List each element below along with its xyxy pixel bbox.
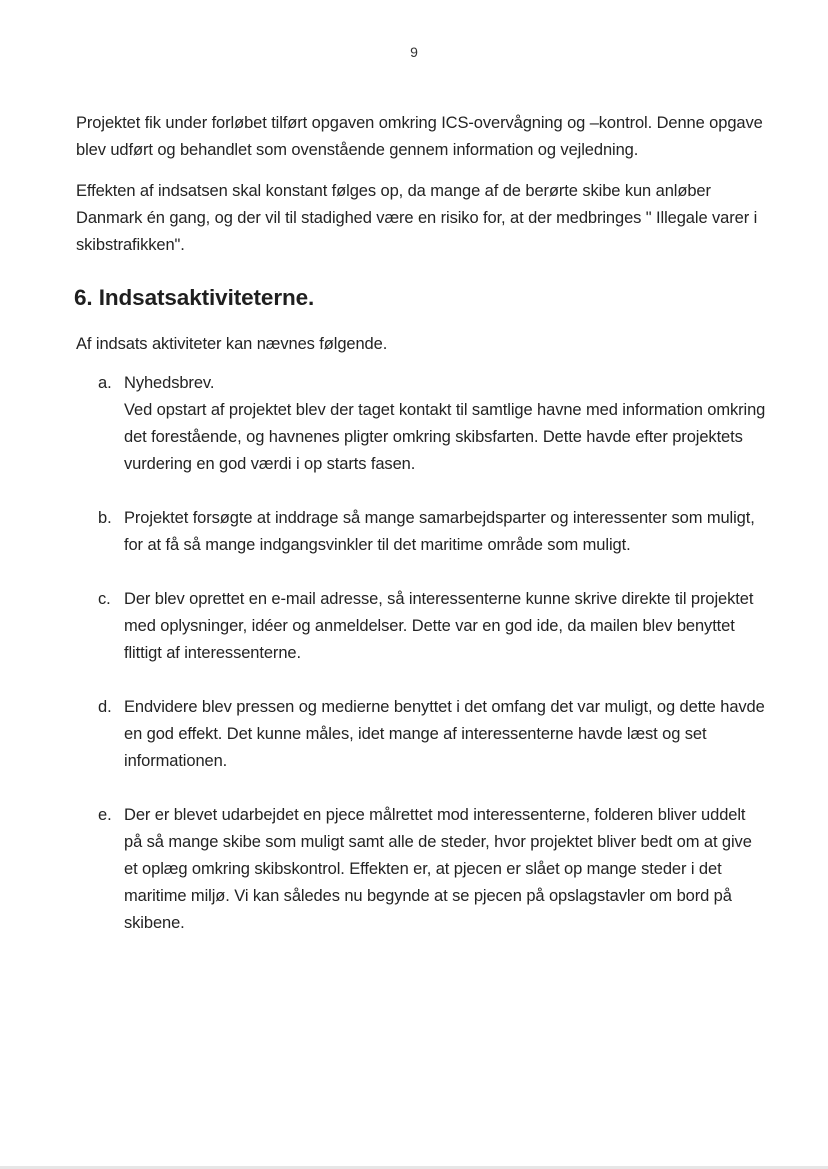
section-intro: Af indsats aktiviteter kan nævnes følgende. bbox=[76, 335, 388, 353]
list-item-title: Nyhedsbrev. bbox=[124, 374, 215, 392]
section-heading: 6. Indsatsaktiviteterne. bbox=[74, 285, 315, 310]
list-marker: b. bbox=[98, 509, 112, 527]
activity-list bbox=[76, 370, 766, 937]
list-item bbox=[76, 694, 766, 775]
list-item bbox=[76, 370, 766, 478]
page-content bbox=[76, 110, 766, 964]
page-number: 9 bbox=[410, 44, 418, 60]
list-marker: d. bbox=[98, 698, 112, 716]
list-marker: c. bbox=[98, 590, 111, 608]
list-item-text: Der er blevet udarbejdet en pjece målrettet mod interessenterne, folderen bliver uddelt på så mange skibe som muligt samt alle de steder, hvor projektet bliver bedt om at give et oplæg omkring skibskontrol. Effekten er, at pjecen er slået op mange steder i det maritime miljø. Vi kan således nu begynde at se pjecen på opslagstavler om bord på skibene. bbox=[124, 806, 752, 932]
list-item-text: Projektet forsøgte at inddrage så mange samarbejdsparter og interessenter som muligt, for at få så mange indgangsvinkler til det maritime område som muligt. bbox=[124, 509, 755, 554]
list-item bbox=[76, 505, 766, 559]
list-item-text: Endvidere blev pressen og medierne benyttet i det omfang det var muligt, og dette havde en god effekt. Det kunne måles, idet mange af interessenterne havde læst og set informationen. bbox=[124, 698, 765, 770]
list-marker: a. bbox=[98, 374, 112, 392]
list-item-text: Der blev oprettet en e-mail adresse, så interessenterne kunne skrive direkte til projektet med oplysninger, idéer og anmeldelser. Dette var en god ide, da mailen blev benyttet flittigt af interessenterne. bbox=[124, 590, 754, 662]
list-item bbox=[76, 586, 766, 667]
list-item-text: Ved opstart af projektet blev der taget kontakt til samtlige havne med information omkring det forestående, og havnenes pligter omkring skibsfarten. Dette havde efter projektets vurdering en god værdi i op starts fasen. bbox=[124, 401, 766, 473]
body-paragraph: Projektet fik under forløbet tilført opgaven omkring ICS-overvågning og –kontrol. Denne opgave blev udført og behandlet som ovenstående gennem information og vejledning. bbox=[76, 114, 763, 159]
list-marker: e. bbox=[98, 806, 112, 824]
body-paragraph: Effekten af indsatsen skal konstant følges op, da mange af de berørte skibe kun anløber Danmark én gang, og der vil til stadighed være en risiko for, at der medbringes " Illegale varer i skibstrafikken". bbox=[76, 182, 758, 254]
list-item bbox=[76, 802, 766, 937]
